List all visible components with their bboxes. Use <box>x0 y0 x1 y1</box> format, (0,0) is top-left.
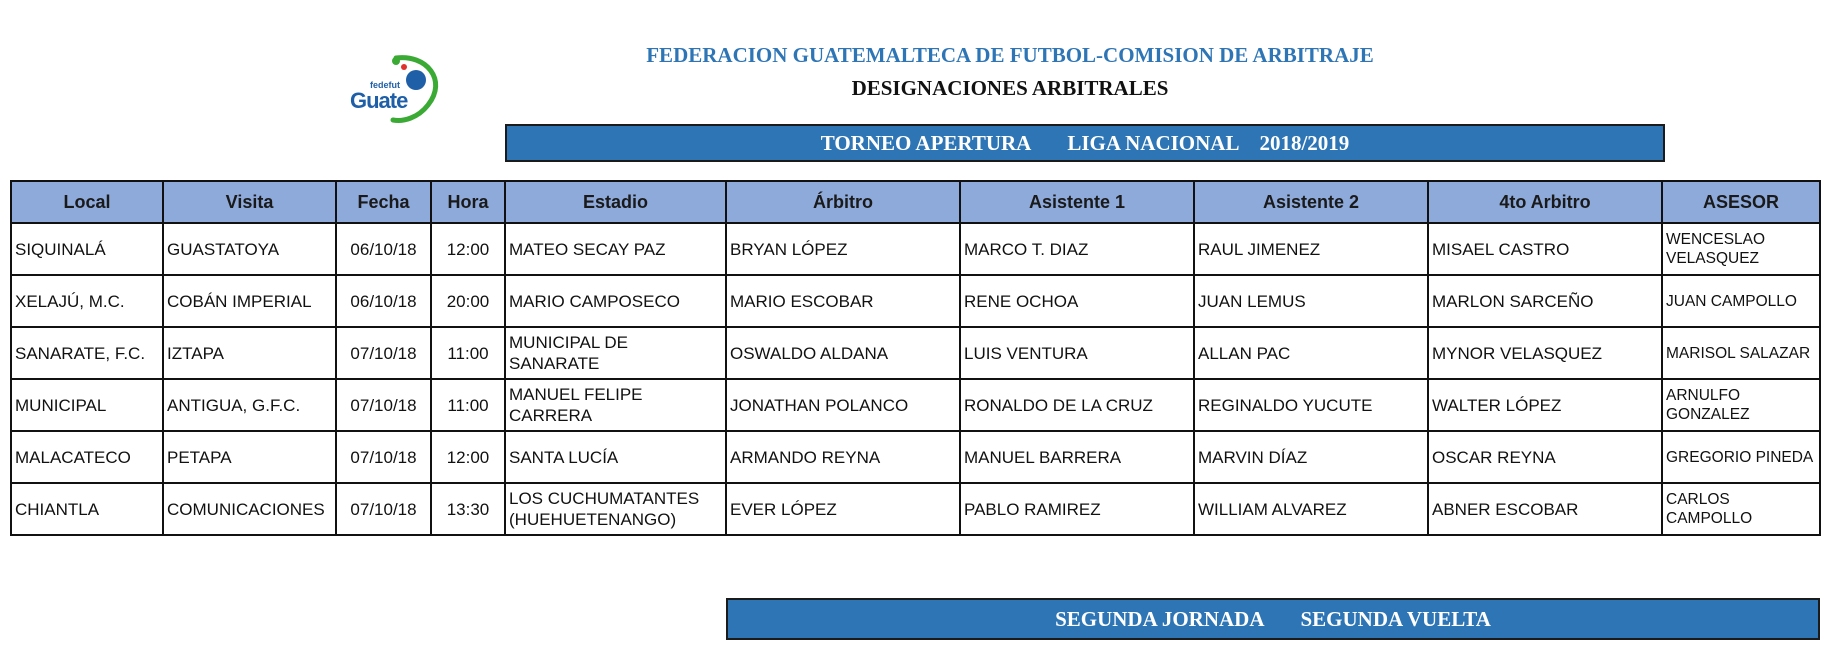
cell-asesor: ARNULFO GONZALEZ <box>1662 379 1820 431</box>
assignments-table <box>10 180 1821 536</box>
logo-wordmark: Guate <box>350 88 408 113</box>
cell-visita: IZTAPA <box>163 327 336 379</box>
cell-asesor: WENCESLAO VELASQUEZ <box>1662 223 1820 275</box>
column-header-4to-arbitro: 4to Arbitro <box>1428 181 1662 223</box>
column-header-hora: Hora <box>431 181 505 223</box>
cell-estadio: SANTA LUCÍA <box>505 431 726 483</box>
cell-hora: 11:00 <box>431 379 505 431</box>
cell-4to-arbitro: OSCAR REYNA <box>1428 431 1662 483</box>
cell-local: SIQUINALÁ <box>11 223 163 275</box>
cell-4to-arbitro: WALTER LÓPEZ <box>1428 379 1662 431</box>
table-row <box>11 431 1820 483</box>
logo-subtext: fedefut <box>370 80 400 90</box>
cell-hora: 11:00 <box>431 327 505 379</box>
page-subtitle: DESIGNACIONES ARBITRALES <box>851 76 1169 100</box>
cell-asistente-1: MANUEL BARRERA <box>960 431 1194 483</box>
cell-asistente-2: MARVIN DÍAZ <box>1194 431 1428 483</box>
tournament-name: TORNEO APERTURA <box>820 130 1032 155</box>
tournament-banner <box>505 124 1665 162</box>
cell-visita: COBÁN IMPERIAL <box>163 275 336 327</box>
cell-4to-arbitro: MARLON SARCEÑO <box>1428 275 1662 327</box>
cell-arbitro: BRYAN LÓPEZ <box>726 223 960 275</box>
cell-asesor: MARISOL SALAZAR <box>1662 327 1820 379</box>
cell-arbitro: JONATHAN POLANCO <box>726 379 960 431</box>
cell-estadio: MATEO SECAY PAZ <box>505 223 726 275</box>
cell-visita: ANTIGUA, G.F.C. <box>163 379 336 431</box>
column-header-local: Local <box>11 181 163 223</box>
round-label: SEGUNDA JORNADA <box>1055 606 1265 631</box>
cell-asistente-2: WILLIAM ALVAREZ <box>1194 483 1428 535</box>
cell-estadio: MARIO CAMPOSECO <box>505 275 726 327</box>
cell-asistente-2: JUAN LEMUS <box>1194 275 1428 327</box>
cell-4to-arbitro: ABNER ESCOBAR <box>1428 483 1662 535</box>
page-title: FEDERACION GUATEMALTECA DE FUTBOL-COMISION DE ARBITRAJE <box>646 43 1374 67</box>
cell-4to-arbitro: MYNOR VELASQUEZ <box>1428 327 1662 379</box>
cell-asistente-1: PABLO RAMIREZ <box>960 483 1194 535</box>
leg-label: SEGUNDA VUELTA <box>1300 606 1491 631</box>
table-row <box>11 379 1820 431</box>
cell-asistente-2: RAUL JIMENEZ <box>1194 223 1428 275</box>
column-header-arbitro: Árbitro <box>726 181 960 223</box>
cell-asistente-1: RONALDO DE LA CRUZ <box>960 379 1194 431</box>
season-label: 2018/2019 <box>1259 130 1350 155</box>
cell-asistente-2: REGINALDO YUCUTE <box>1194 379 1428 431</box>
cell-asesor: GREGORIO PINEDA <box>1662 431 1820 483</box>
cell-asesor: CARLOS CAMPOLLO <box>1662 483 1820 535</box>
column-header-asistente-1: Asistente 1 <box>960 181 1194 223</box>
cell-local: MUNICIPAL <box>11 379 163 431</box>
column-header-fecha: Fecha <box>336 181 431 223</box>
cell-asesor: JUAN CAMPOLLO <box>1662 275 1820 327</box>
cell-fecha: 07/10/18 <box>336 431 431 483</box>
column-header-visita: Visita <box>163 181 336 223</box>
cell-hora: 20:00 <box>431 275 505 327</box>
cell-local: XELAJÚ, M.C. <box>11 275 163 327</box>
cell-hora: 12:00 <box>431 431 505 483</box>
cell-asistente-1: RENE OCHOA <box>960 275 1194 327</box>
table-row <box>11 223 1820 275</box>
cell-asistente-1: MARCO T. DIAZ <box>960 223 1194 275</box>
cell-estadio: MUNICIPAL DE SANARATE <box>505 327 726 379</box>
league-name: LIGA NACIONAL <box>1067 130 1240 155</box>
cell-arbitro: OSWALDO ALDANA <box>726 327 960 379</box>
cell-visita: PETAPA <box>163 431 336 483</box>
cell-local: CHIANTLA <box>11 483 163 535</box>
table-row <box>11 275 1820 327</box>
cell-estadio: MANUEL FELIPE CARRERA <box>505 379 726 431</box>
cell-fecha: 07/10/18 <box>336 483 431 535</box>
cell-hora: 12:00 <box>431 223 505 275</box>
cell-local: SANARATE, F.C. <box>11 327 163 379</box>
table-row <box>11 483 1820 535</box>
cell-arbitro: MARIO ESCOBAR <box>726 275 960 327</box>
cell-asistente-1: LUIS VENTURA <box>960 327 1194 379</box>
table-header-row <box>11 181 1820 223</box>
column-header-estadio: Estadio <box>505 181 726 223</box>
cell-fecha: 06/10/18 <box>336 223 431 275</box>
column-header-asesor: ASESOR <box>1662 181 1820 223</box>
cell-hora: 13:30 <box>431 483 505 535</box>
cell-visita: COMUNICACIONES <box>163 483 336 535</box>
cell-fecha: 07/10/18 <box>336 379 431 431</box>
cell-arbitro: EVER LÓPEZ <box>726 483 960 535</box>
cell-4to-arbitro: MISAEL CASTRO <box>1428 223 1662 275</box>
table-row <box>11 327 1820 379</box>
round-banner <box>726 598 1820 640</box>
fedefut-logo <box>348 50 458 130</box>
cell-estadio: LOS CUCHUMATANTES (HUEHUETENANGO) <box>505 483 726 535</box>
cell-asistente-2: ALLAN PAC <box>1194 327 1428 379</box>
cell-visita: GUASTATOYA <box>163 223 336 275</box>
cell-local: MALACATECO <box>11 431 163 483</box>
cell-fecha: 07/10/18 <box>336 327 431 379</box>
cell-fecha: 06/10/18 <box>336 275 431 327</box>
cell-arbitro: ARMANDO REYNA <box>726 431 960 483</box>
column-header-asistente-2: Asistente 2 <box>1194 181 1428 223</box>
